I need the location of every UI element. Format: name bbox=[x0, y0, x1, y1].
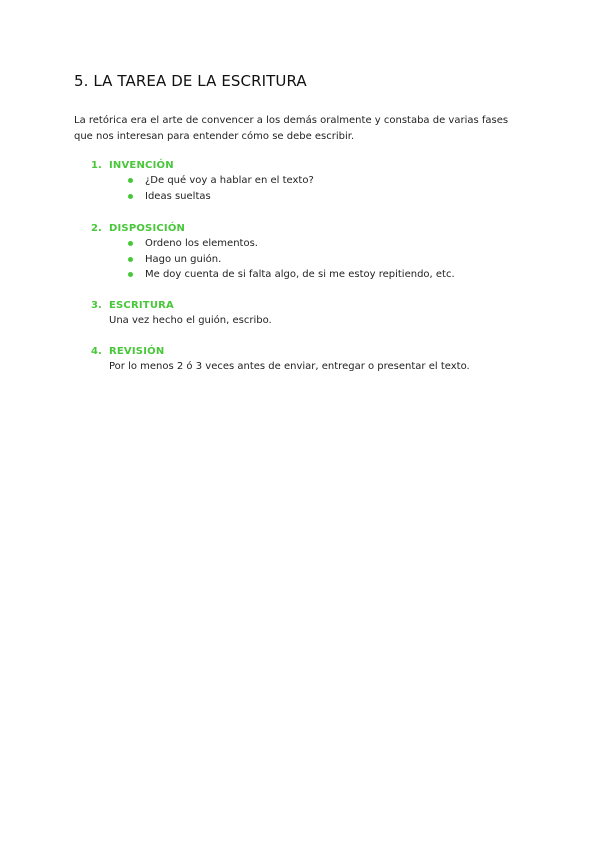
list-item bbox=[91, 173, 521, 189]
list-item-text: Me doy cuenta de si falta algo, de si me estoy repitiendo, etc. bbox=[145, 269, 455, 280]
list-item bbox=[91, 267, 521, 283]
section-number: 3. bbox=[91, 300, 102, 311]
section-title: ESCRITURA bbox=[109, 300, 174, 311]
section-escritura bbox=[91, 298, 521, 329]
list-item bbox=[91, 189, 521, 205]
bullet-dot-icon bbox=[128, 178, 133, 183]
bullet-dot-icon bbox=[128, 194, 133, 199]
list-item-text: ¿De qué voy a hablar en el texto? bbox=[145, 175, 314, 186]
section-heading bbox=[91, 221, 521, 236]
section-text: Por lo menos 2 ó 3 veces antes de enviar, entregar o presentar el texto. bbox=[109, 361, 470, 372]
list-item-text: Ideas sueltas bbox=[145, 190, 211, 202]
section-title: DISPOSICIÓN bbox=[109, 223, 186, 234]
bullet-list bbox=[91, 173, 521, 204]
section-heading bbox=[91, 158, 521, 173]
section-revision bbox=[91, 344, 521, 375]
section-number: 4. bbox=[91, 346, 102, 357]
section-invencion bbox=[91, 158, 521, 204]
section-heading bbox=[91, 298, 521, 313]
intro-paragraph: La retórica era el arte de convencer a los demás oralmente y constaba de varias fases que nos interesan para entender cómo se debe escribir. bbox=[74, 115, 509, 142]
section-title: INVENCIÓN bbox=[109, 160, 174, 171]
bullet-dot-icon bbox=[128, 241, 133, 246]
section-title: REVISIÓN bbox=[109, 346, 165, 357]
page-title: 5. LA TAREA DE LA ESCRITURA bbox=[74, 72, 307, 90]
bullet-dot-icon bbox=[128, 272, 133, 277]
bullet-dot-icon bbox=[128, 257, 133, 262]
list-item bbox=[91, 252, 521, 268]
list-item-text: Ordeno los elementos. bbox=[145, 238, 258, 249]
list-item bbox=[91, 236, 521, 252]
section-text: Una vez hecho el guión, escribo. bbox=[109, 315, 272, 326]
list-item-text: Hago un guión. bbox=[145, 253, 222, 265]
section-disposicion bbox=[91, 221, 521, 283]
section-number: 1. bbox=[91, 160, 102, 171]
bullet-list bbox=[91, 236, 521, 283]
section-number: 2. bbox=[91, 223, 102, 234]
section-heading bbox=[91, 344, 521, 359]
